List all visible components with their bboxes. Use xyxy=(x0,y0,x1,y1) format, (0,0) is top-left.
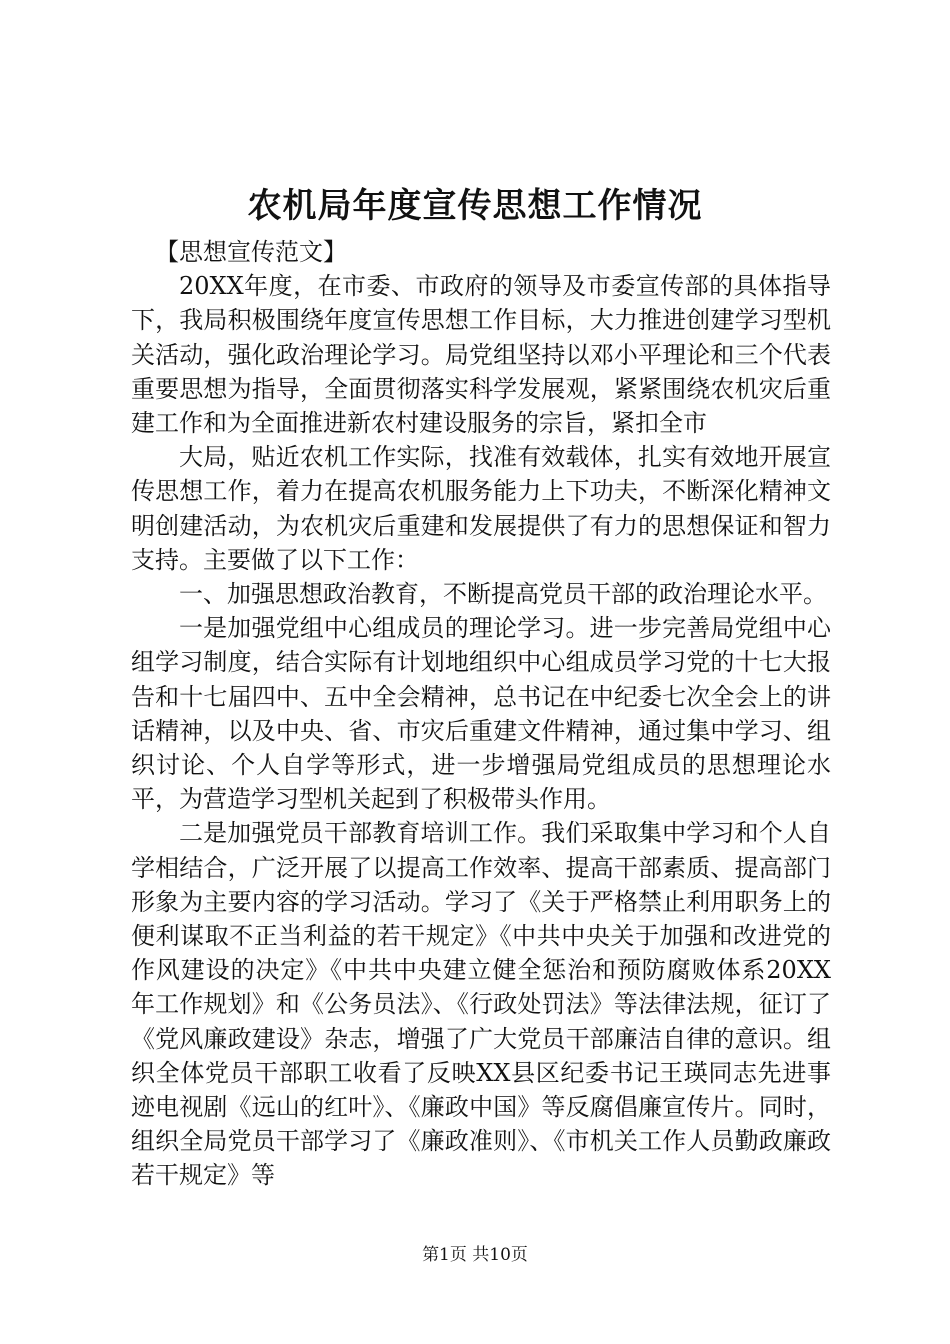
page-footer: 第1页 共10页 xyxy=(422,1245,528,1265)
document-body xyxy=(131,235,831,1193)
document-title: 农机局年度宣传思想工作情况 xyxy=(247,186,703,226)
section-heading: 一、加强思想政治教育，不断提高党员干部的政治理论水平。 xyxy=(179,580,827,609)
paragraph: 二是加强党员干部教育培训工作。我们采取集中学习和个人自学相结合，广泛开展了以提高工作效率、提高干部素质、提高部门形象为主要内容的学习活动。学习了《关于严格禁止利用职务上的便利谋取不正当利益的若干规定》《中共中央关于加强和改进党的作风建设的决定》《中共中央建立健全惩治和预防腐败体系20XX年工作规划》和《公务员法》、《行政处罚法》等法律法规，征订了《党风廉政建设》杂志，增强了广大党员干部廉洁自律的意识。组织全体党员干部职工收看了反映XX县区纪委书记王瑛同志先进事迹电视剧《远山的红叶》、《廉政中国》等反腐倡廉宣传片。同时，组织全局党员干部学习了《廉政准则》、《市机关工作人员勤政廉政若干规定》等 xyxy=(131,819,831,1190)
category-tag: 【思想宣传范文】 xyxy=(155,238,347,266)
paragraph: 一是加强党组中心组成员的理论学习。进一步完善局党组中心组学习制度，结合实际有计划地组织中心组成员学习党的十七大报告和十七届四中、五中全会精神，总书记在中纪委七次全会上的讲话精神，以及中央、省、市灾后重建文件精神，通过集中学习、组织讨论、个人自学等形式，进一步增强局党组成员的思想理论水平，为营造学习型机关起到了积极带头作用。 xyxy=(131,614,831,814)
paragraph: 20XX年度，在市委、市政府的领导及市委宣传部的具体指导下，我局积极围绕年度宣传思想工作目标，大力推进创建学习型机关活动，强化政治理论学习。局党组坚持以邓小平理论和三个代表重要思想为指导，全面贯彻落实科学发展观，紧紧围绕农机灾后重建工作和为全面推进新农村建设服务的宗旨，紧扣全市 xyxy=(131,272,831,438)
paragraph: 大局，贴近农机工作实际，找准有效载体，扎实有效地开展宣传思想工作，着力在提高农机服务能力上下功夫，不断深化精神文明创建活动，为农机灾后重建和发展提供了有力的思想保证和智力支持。主要做了以下工作： xyxy=(131,443,831,574)
